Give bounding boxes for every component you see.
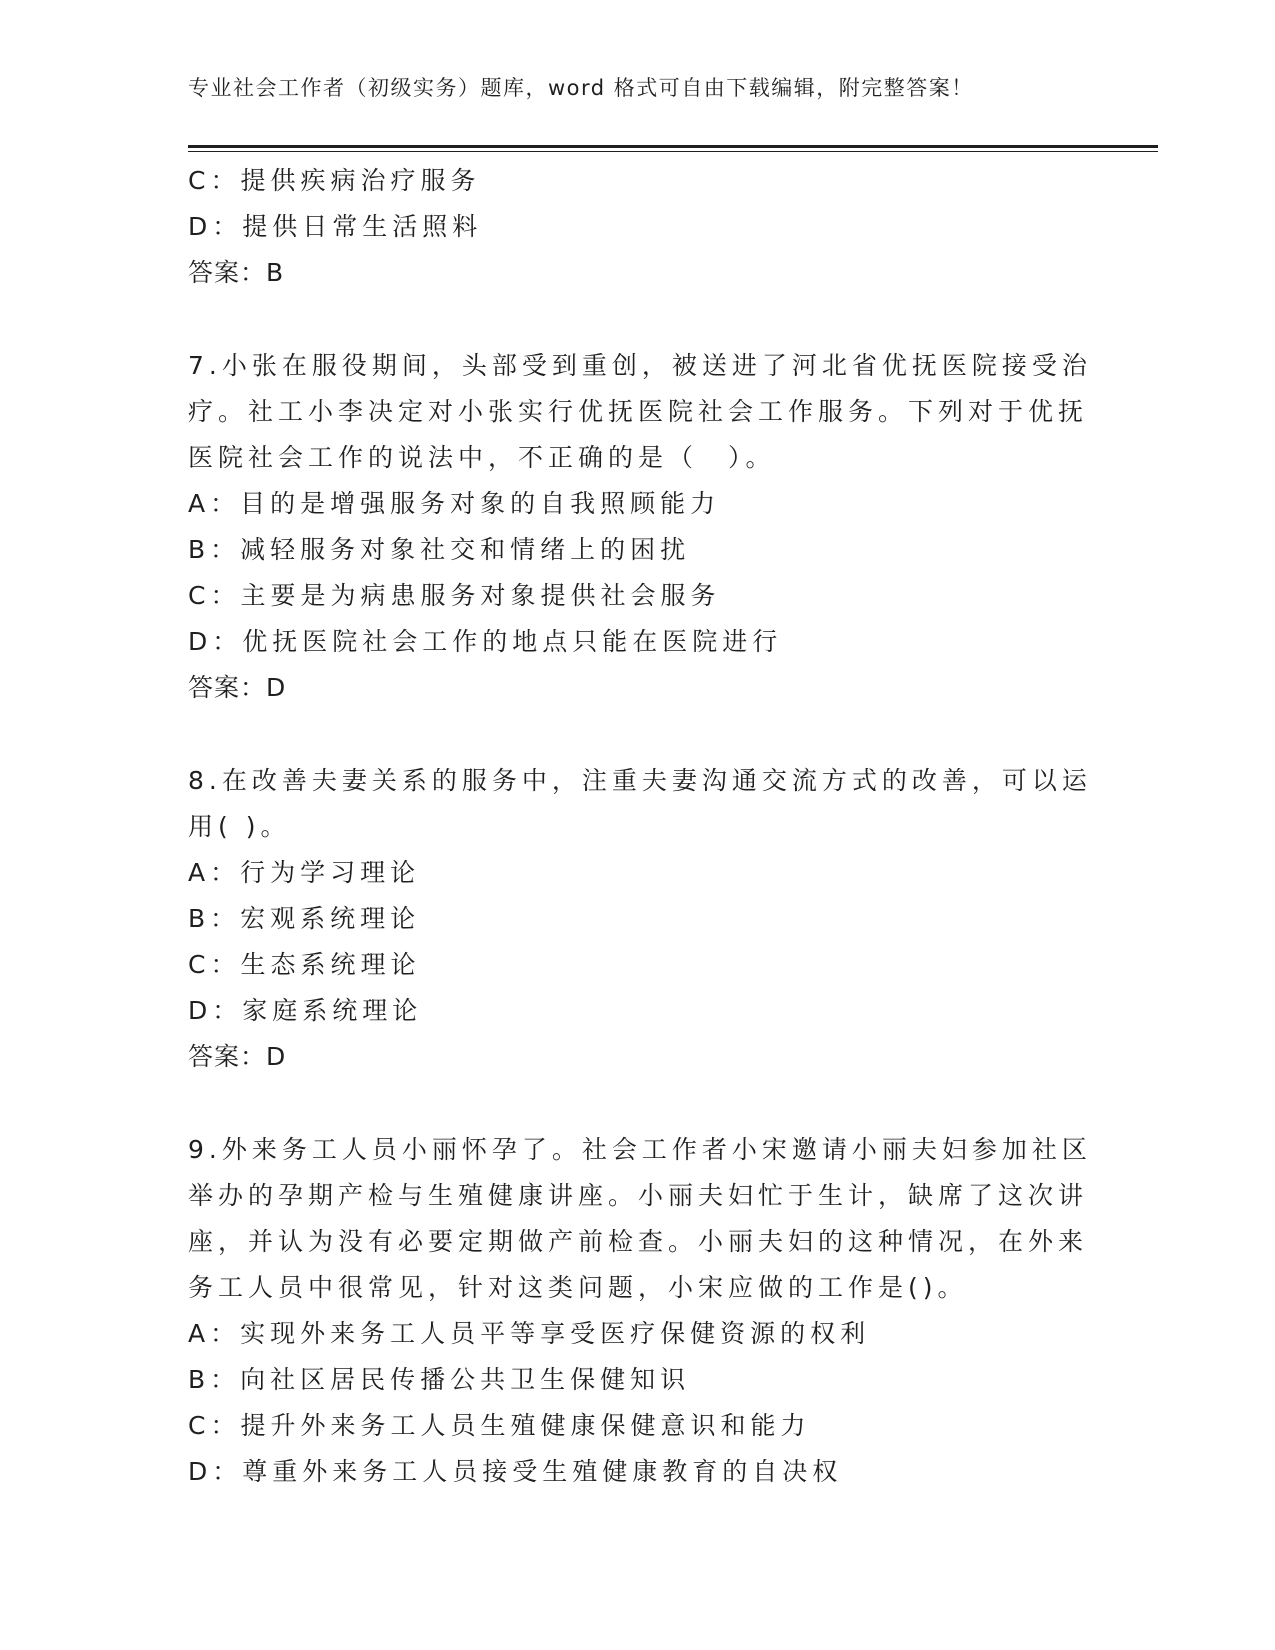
option-d: D：家庭系统理论 bbox=[188, 996, 423, 1025]
question-7 bbox=[188, 343, 1092, 711]
question-text-line: 举办的孕期产检与生殖健康讲座。小丽夫妇忙于生计，缺席了这次讲 bbox=[188, 1181, 1089, 1210]
question-list bbox=[188, 158, 1092, 1495]
answer: 答案：B bbox=[188, 258, 285, 287]
question-text-line: 8.在改善夫妻关系的服务中，注重夫妻沟通交流方式的改善，可以运 bbox=[188, 766, 1092, 795]
spacer bbox=[188, 1080, 1068, 1127]
question-text-line: 医院社会工作的说法中，不正确的是（ ）。 bbox=[188, 443, 776, 472]
option-a: A：目的是增强服务对象的自我照顾能力 bbox=[188, 489, 721, 518]
question-text-line: 9.外来务工人员小丽怀孕了。社会工作者小宋邀请小丽夫妇参加社区 bbox=[188, 1135, 1092, 1164]
question-text-line: 座，并认为没有必要定期做产前检查。小丽夫妇的这种情况，在外来 bbox=[188, 1227, 1089, 1256]
question-text-line: 用( )。 bbox=[188, 812, 291, 841]
option-c: C：提供疾病治疗服务 bbox=[188, 166, 481, 195]
option-d: D：优抚医院社会工作的地点只能在医院进行 bbox=[188, 627, 783, 656]
question-text-line: 疗。社工小李决定对小张实行优抚医院社会工作服务。下列对于优抚 bbox=[188, 397, 1089, 426]
option-a: A：行为学习理论 bbox=[188, 858, 421, 887]
option-b: B：宏观系统理论 bbox=[188, 904, 421, 933]
option-b: B：减轻服务对象社交和情绪上的困扰 bbox=[188, 535, 691, 564]
option-c: C：主要是为病患服务对象提供社会服务 bbox=[188, 581, 721, 610]
question-8 bbox=[188, 758, 1092, 1080]
question-9 bbox=[188, 1127, 1092, 1495]
option-d: D：尊重外来务工人员接受生殖健康教育的自决权 bbox=[188, 1457, 843, 1486]
answer: 答案：D bbox=[188, 673, 287, 702]
option-b: B：向社区居民传播公共卫生保健知识 bbox=[188, 1365, 691, 1394]
header-rule-thin bbox=[188, 151, 1158, 152]
answer: 答案：D bbox=[188, 1042, 287, 1071]
question-text-line: 7.小张在服役期间，头部受到重创，被送进了河北省优抚医院接受治 bbox=[188, 351, 1092, 380]
header-rule-thick bbox=[188, 145, 1158, 148]
prev-question-block bbox=[188, 158, 1068, 296]
question-text-line: 务工人员中很常见，针对这类问题，小宋应做的工作是()。 bbox=[188, 1273, 968, 1302]
option-c: C：生态系统理论 bbox=[188, 950, 421, 979]
option-c: C：提升外来务工人员生殖健康保健意识和能力 bbox=[188, 1411, 811, 1440]
option-a: A：实现外来务工人员平等享受医疗保健资源的权利 bbox=[188, 1319, 871, 1348]
option-d: D：提供日常生活照料 bbox=[188, 212, 483, 241]
page-header: 专业社会工作者（初级实务）题库，word 格式可自由下载编辑，附完整答案！ bbox=[188, 76, 974, 100]
spacer bbox=[188, 711, 1068, 758]
spacer bbox=[188, 296, 1068, 343]
